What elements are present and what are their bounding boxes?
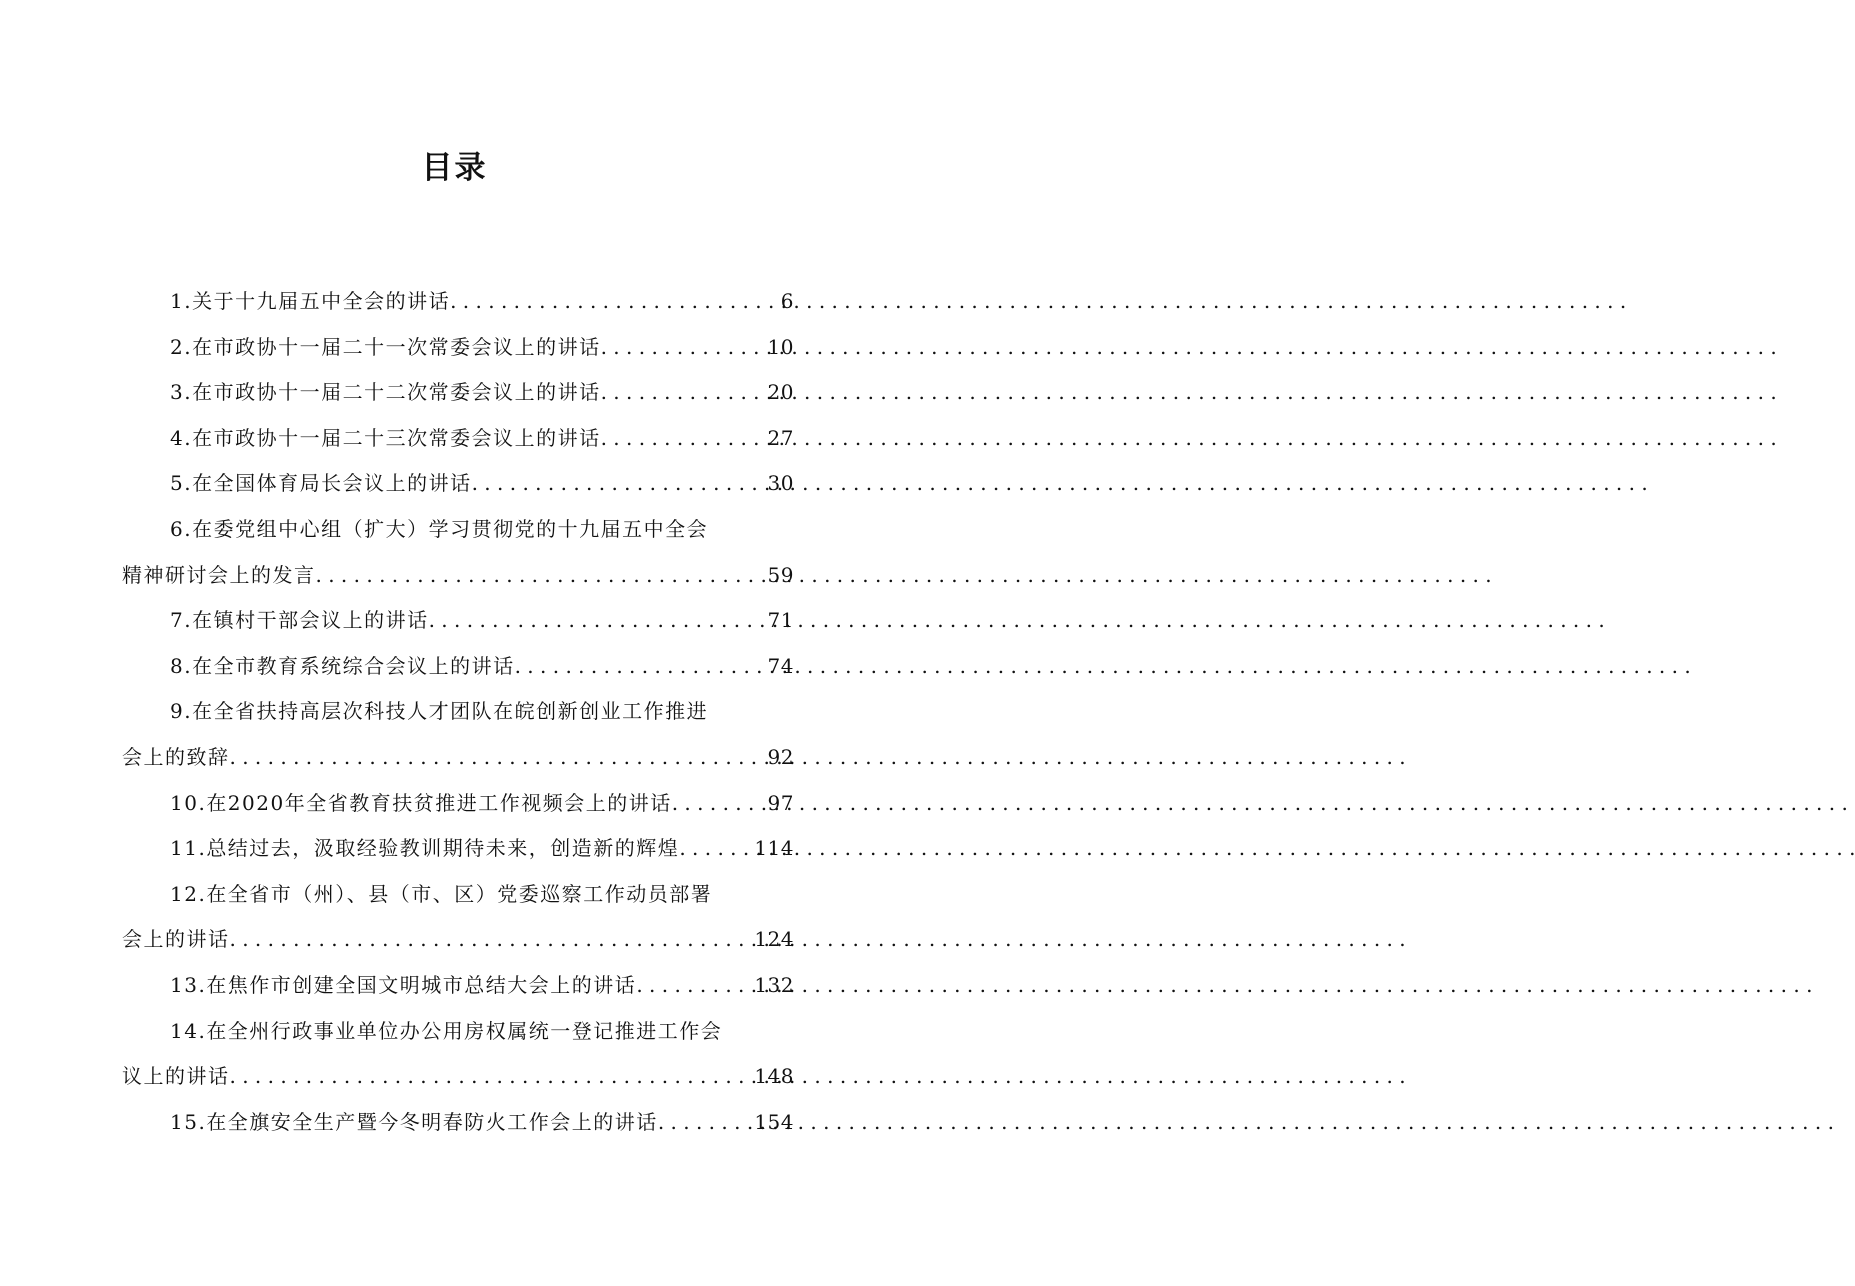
toc-entry-number: 7. [170, 608, 193, 633]
toc-entry-title: 在全旗安全生产暨今冬明春防火工作会上的讲话 [206, 1109, 658, 1134]
dot-leader [679, 826, 752, 872]
dot-leader [472, 461, 766, 507]
toc-entry-continuation-line [122, 553, 794, 599]
toc-entry-line [122, 644, 794, 690]
toc-entry-3[interactable] [122, 370, 794, 416]
toc-entry-10[interactable] [122, 781, 794, 827]
toc-entry-14[interactable] [122, 1009, 794, 1100]
toc-entry-number: 11. [170, 836, 207, 861]
page-title: 目录 [421, 150, 488, 186]
toc-entry-number: 1. [170, 289, 193, 313]
dot-leader [601, 325, 766, 371]
toc-page-number: 132 [754, 972, 794, 997]
dot-leader [672, 781, 766, 827]
toc-entry-4[interactable] [122, 416, 794, 462]
toc-entry-6[interactable] [122, 507, 794, 598]
toc-entry-title: 在全省扶持高层次科技人才团队在皖创新创业工作推进 [192, 699, 709, 724]
toc-entry-title: 在全国体育局长会议上的讲话 [192, 471, 472, 496]
toc-entry-11[interactable] [122, 826, 794, 872]
toc-entry-line [122, 598, 794, 644]
toc-page-number: 10 [767, 334, 794, 359]
toc-entry-line [122, 279, 794, 325]
toc-entry-number: 10. [170, 790, 207, 815]
toc-entry-title: 在2020年全省教育扶贫推进工作视频会上的讲话 [206, 790, 672, 815]
toc-entry-line [122, 461, 794, 507]
toc-entry-title: 在焦作市创建全国文明城市总结大会上的讲话 [206, 972, 637, 997]
dot-leader [450, 279, 779, 325]
toc-entry-line [122, 689, 794, 735]
toc-entry-title: 在全市教育系统综合会议上的讲话 [192, 653, 515, 678]
toc-entry-continuation-line [122, 1054, 794, 1100]
toc-entry-line [122, 1009, 794, 1055]
dot-leader [658, 1100, 753, 1146]
toc-entry-line [122, 370, 794, 416]
toc-entry-number: 8. [170, 653, 193, 678]
toc-entry-number: 14. [170, 1018, 207, 1043]
toc-entry-line [122, 826, 794, 872]
toc-page-number: 74 [767, 653, 794, 678]
toc-entry-number: 2. [170, 334, 193, 359]
toc-entry-line [122, 507, 794, 553]
toc-entry-7[interactable] [122, 598, 794, 644]
toc-page-number: 114 [754, 836, 794, 861]
dot-leader [230, 735, 766, 781]
toc-entry-title-continued: 议上的讲话 [122, 1064, 230, 1089]
dot-leader [230, 917, 753, 963]
dot-leader [636, 963, 752, 1009]
toc-page-number: 6 [780, 289, 794, 313]
toc-entry-number: 15. [170, 1109, 207, 1134]
toc-entry-8[interactable] [122, 644, 794, 690]
dot-leader [429, 598, 766, 644]
toc-entry-title: 在全省市（州）、县（市、区）党委巡察工作动员部署 [206, 881, 713, 906]
toc-entry-line [122, 872, 794, 918]
toc-entry-title: 在市政协十一届二十二次常委会议上的讲话 [192, 380, 601, 405]
toc-entry-title: 在镇村干部会议上的讲话 [192, 608, 429, 633]
dot-leader [230, 1054, 753, 1100]
toc-entry-title: 在委党组中心组（扩大）学习贯彻党的十九届五中全会 [192, 516, 709, 541]
toc-entry-title: 总结过去，汲取经验教训期待未来，创造新的辉煌 [206, 836, 680, 861]
toc-page-number: 20 [767, 380, 794, 405]
toc-page-number: 59 [767, 562, 794, 587]
toc-entry-9[interactable] [122, 689, 794, 780]
toc-entry-15[interactable] [122, 1100, 794, 1146]
toc-entry-continuation-line [122, 735, 794, 781]
table-of-contents [122, 279, 794, 1145]
toc-entry-number: 5. [170, 471, 193, 496]
toc-entry-line [122, 781, 794, 827]
toc-entry-line [122, 963, 794, 1009]
toc-entry-title: 在市政协十一届二十一次常委会议上的讲话 [192, 334, 601, 359]
toc-entry-number: 9. [170, 699, 193, 724]
dot-leader [601, 416, 766, 462]
dot-leader [316, 553, 766, 599]
toc-entry-number: 4. [170, 425, 193, 450]
toc-entry-title-continued: 精神研讨会上的发言 [122, 562, 316, 587]
toc-entry-title: 在全州行政事业单位办公用房权属统一登记推进工作会 [206, 1018, 723, 1043]
toc-entry-number: 6. [170, 516, 193, 541]
toc-page-number: 97 [767, 790, 794, 815]
toc-entry-title: 关于十九届五中全会的讲话 [192, 289, 451, 313]
toc-entry-number: 3. [170, 380, 193, 405]
toc-entry-title-continued: 会上的讲话 [122, 927, 230, 952]
toc-entry-line [122, 416, 794, 462]
toc-entry-title-continued: 会上的致辞 [122, 744, 230, 769]
toc-page-number: 92 [767, 744, 794, 769]
toc-entry-line [122, 1100, 794, 1146]
toc-entry-line [122, 325, 794, 371]
toc-page-number: 154 [754, 1109, 794, 1134]
toc-page-number: 148 [754, 1064, 794, 1089]
toc-entry-number: 12. [170, 881, 207, 906]
dot-leader [601, 370, 766, 416]
toc-page-number: 30 [767, 471, 794, 496]
toc-entry-title: 在市政协十一届二十三次常委会议上的讲话 [192, 425, 601, 450]
toc-page-number: 27 [767, 425, 794, 450]
toc-entry-number: 13. [170, 972, 207, 997]
toc-entry-12[interactable] [122, 872, 794, 963]
dot-leader [515, 644, 766, 690]
toc-entry-2[interactable] [122, 325, 794, 371]
toc-page-number: 124 [754, 927, 794, 952]
toc-page-number: 71 [767, 608, 794, 633]
toc-entry-13[interactable] [122, 963, 794, 1009]
toc-entry-continuation-line [122, 917, 794, 963]
toc-entry-5[interactable] [122, 461, 794, 507]
toc-entry-1[interactable] [122, 279, 794, 325]
